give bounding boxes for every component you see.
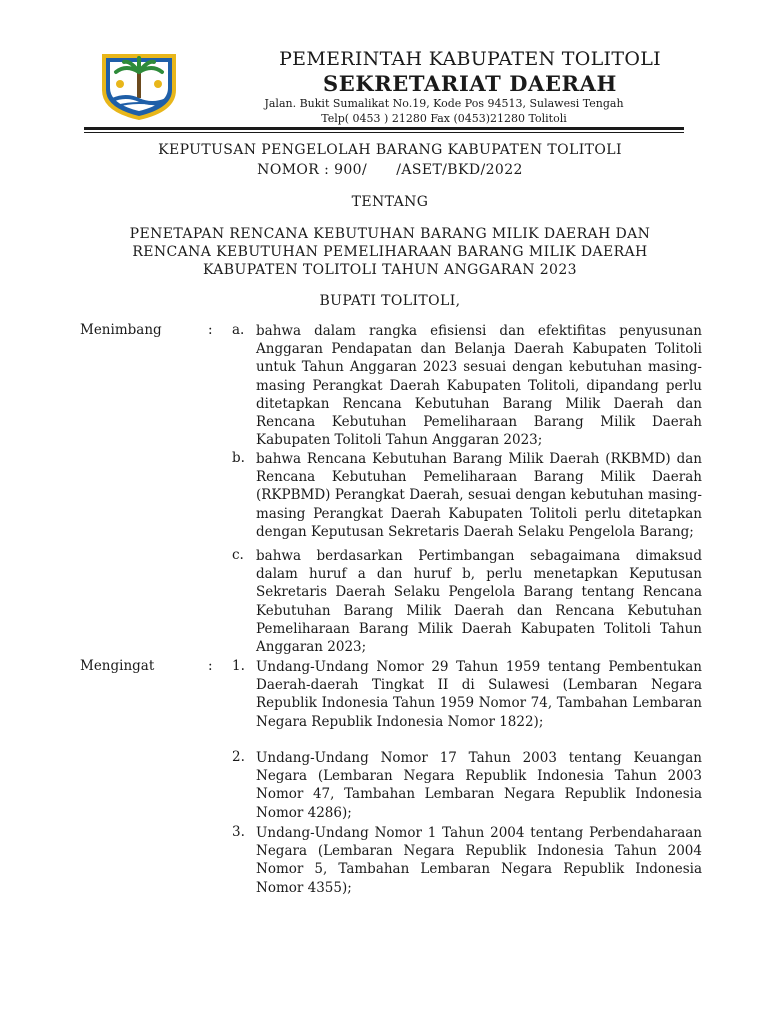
office-contact: Telp( 0453 ) 21280 Fax (0453)21280 Tolitoli [321,112,567,125]
mengingat-item-marker: 2. [232,749,245,765]
decree-subject-line: RENCANA KEBUTUHAN PEMELIHARAAN BARANG MILIK DAERAH [132,244,648,260]
menimbang-item-marker: a. [232,322,245,338]
menimbang-item-marker: b. [232,450,245,466]
decree-authority: BUPATI TOLITOLI, [319,293,461,309]
office-address: Jalan. Bukit Sumalikat No.19, Kode Pos 94513, Sulawesi Tengah [264,97,624,110]
mengingat-colon: : [208,658,213,674]
menimbang-item-text: bahwa dalam rangka efisiensi dan efektifitas penyusunan Anggaran Pendapatan dan Belanja Daerah Kabupaten Tolitoli untuk Tahun Anggaran 2023 sesuai dengan kebutuhan masing-masing Perangkat Daerah Kabupaten Tolitoli, dipandang perlu ditetapkan Rencana Kebutuhan Barang Milik Daerah dan Rencana Kebutuhan Pemeliharaan Barang Milik Daerah Kabupaten Tolitoli Tahun Anggaran 2023; [256,323,702,449]
letterhead-divider-thick [84,127,684,130]
office-name: SEKRETARIAT DAERAH [323,71,617,96]
letterhead-divider-thin [84,132,684,133]
decree-subject-line: PENETAPAN RENCANA KEBUTUHAN BARANG MILIK DAERAH DAN [129,226,651,242]
mengingat-item-text: Undang-Undang Nomor 29 Tahun 1959 tentang Pembentukan Daerah-daerah Tingkat II di Sulawesi (Lembaran Negara Republik Indonesia Tahun 1959 Nomor 74, Tambahan Lembaran Negara Republik Indonesia Nomor 1822); [256,659,702,730]
menimbang-colon: : [208,322,213,338]
decree-title: KEPUTUSAN PENGELOLAH BARANG KABUPATEN TOLITOLI [158,142,622,158]
mengingat-item-text: Undang-Undang Nomor 17 Tahun 2003 tentang Keuangan Negara (Lembaran Negara Republik Indonesia Tahun 2003 Nomor 47, Tambahan Lembaran Negara Republik Indonesia Nomor 4286); [256,750,702,821]
mengingat-label: Mengingat [80,658,155,674]
menimbang-item-text: bahwa berdasarkan Pertimbangan sebagaimana dimaksud dalam huruf a dan huruf b, perlu menetapkan Keputusan Sekretaris Daerah Selaku Pengelola Barang tentang Rencana Kebutuhan Barang Milik Daerah dan Rencana Kebutuhan Pemeliharaan Barang Milik Daerah Kabupaten Tolitoli Tahun Anggaran 2023; [256,548,702,656]
regency-crest-logo [96,50,182,122]
mengingat-item-marker: 1. [232,658,245,674]
letterhead [0,0,768,130]
menimbang-label: Menimbang [80,322,162,338]
decree-number: NOMOR : 900/ /ASET/BKD/2022 [257,162,523,178]
decree-about: TENTANG [351,194,429,210]
government-name: PEMERINTAH KABUPATEN TOLITOLI [279,48,661,70]
mengingat-item-marker: 3. [232,824,245,840]
menimbang-item-marker: c. [232,547,244,563]
menimbang-item-text: bahwa Rencana Kebutuhan Barang Milik Daerah (RKBMD) dan Rencana Kebutuhan Pemeliharaan Barang Milik Daerah (RKPBMD) Perangkat Daerah, sesuai dengan kebutuhan masing-masing Perangkat Daerah Kabupaten Tolitoli perlu ditetapkan dengan Keputusan Sekretaris Daerah Selaku Pengelola Barang; [256,451,702,540]
mengingat-item-text: Undang-Undang Nomor 1 Tahun 2004 tentang Perbendaharaan Negara (Lembaran Negara Republik Indonesia Tahun 2004 Nomor 5, Tambahan Lembaran Negara Republik Indonesia Nomor 4355); [256,825,702,896]
decree-subject-line: KABUPATEN TOLITOLI TAHUN ANGGARAN 2023 [203,262,577,278]
